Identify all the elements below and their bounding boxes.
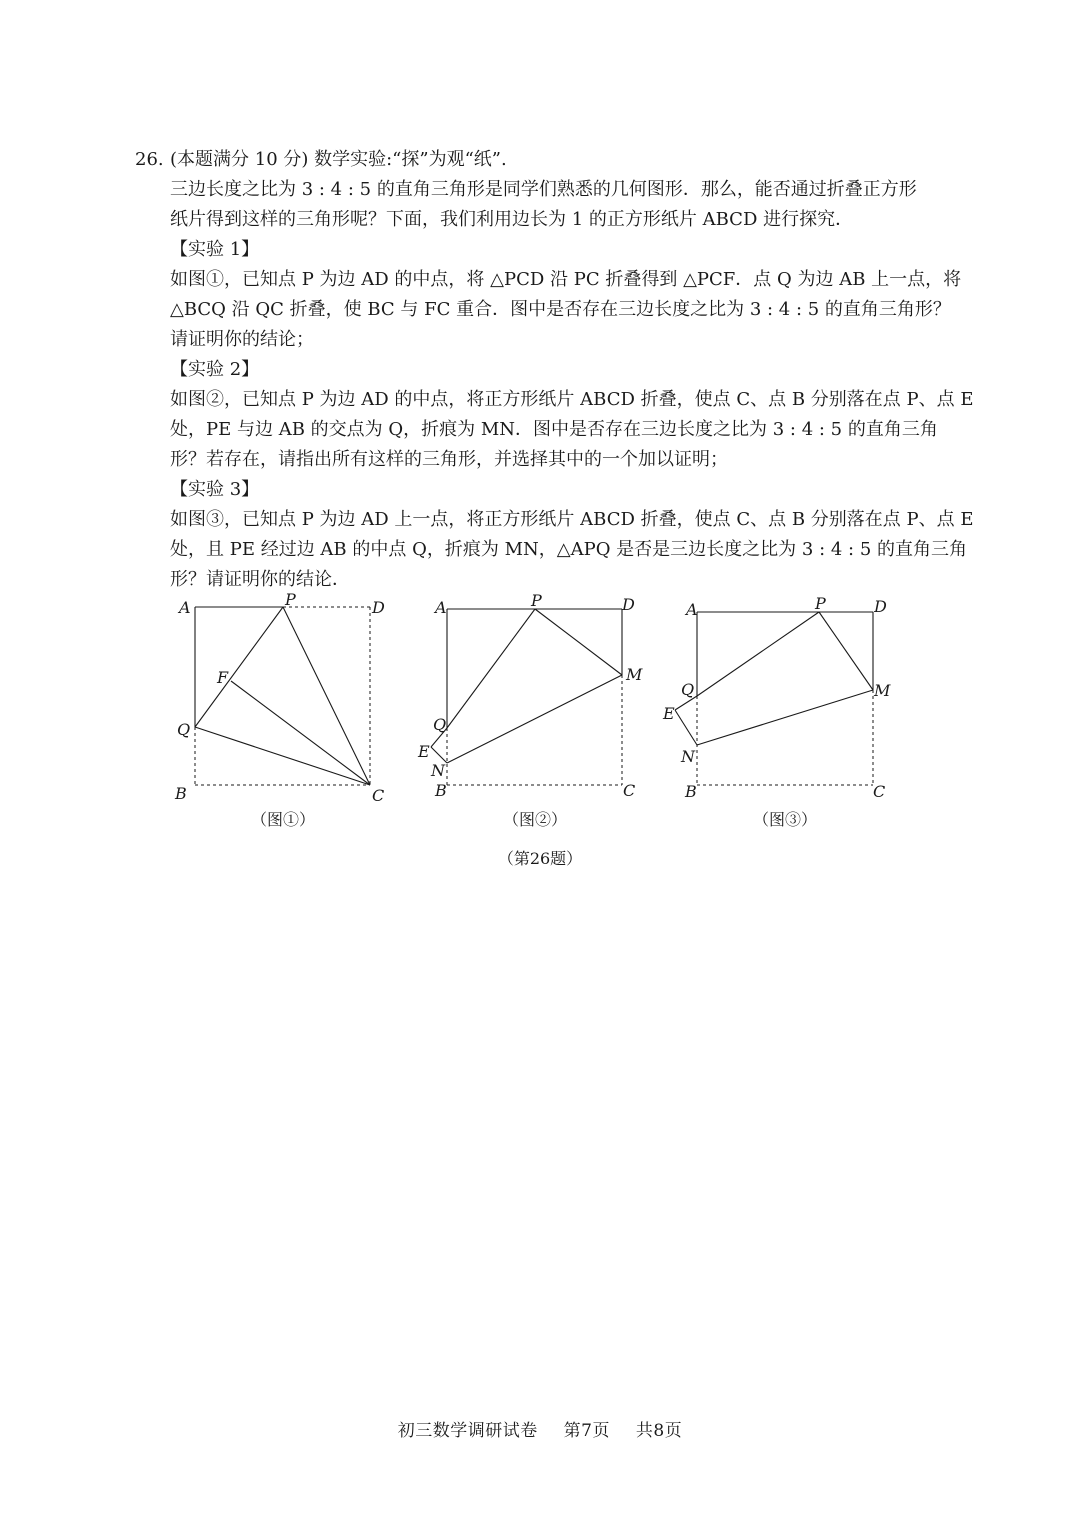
exp3-line-2: 处，且 PE 经过边 AB 的中点 Q，折痕为 MN，△APQ 是否是三边长度之比为 3 : 4 : 5 的直角三角 [170, 539, 967, 560]
fig1-label-P: P [285, 590, 296, 609]
exp2-line-3: 形？若存在，请指出所有这样的三角形，并选择其中的一个加以证明； [170, 449, 728, 470]
fig2-label-Q: Q [433, 715, 447, 734]
fig3-label-Q: Q [681, 680, 695, 699]
footer-exam-title: 初三数学调研试卷 [397, 1421, 538, 1441]
problem-26 [135, 145, 974, 595]
figure-2-diagram [415, 585, 655, 835]
exp1-title: 【实验 1】 [170, 239, 260, 260]
exp1-line-2: △BCQ 沿 QC 折叠，使 BC 与 FC 重合．图中是否存在三边长度之比为 3 : 4 : 5 的直角三角形？ [170, 299, 951, 320]
fig2-caption: （图②） [503, 810, 568, 829]
fig1-label-Q: Q [177, 720, 191, 739]
fig3-caption: （图③） [753, 810, 818, 829]
exp2-title: 【实验 2】 [170, 359, 260, 380]
exp3-line-3: 形？请证明你的结论． [170, 569, 350, 590]
problem-number: 26. [135, 149, 164, 170]
exp1-line-3: 请证明你的结论； [170, 329, 314, 350]
fig2-label-P: P [531, 591, 542, 610]
fig2-label-N: N [431, 761, 445, 780]
figure-1 [165, 585, 405, 835]
fig1-label-B: B [175, 784, 187, 803]
fig3-label-C: C [873, 782, 886, 801]
exp1-line-1: 如图①，已知点 P 为边 AD 的中点，将 △PCD 沿 PC 折叠得到 △PCF．点 Q 为边 AB 上一点，将 [170, 269, 962, 290]
footer-page-number: 第7页 [563, 1421, 610, 1441]
question-caption: （第26题） [497, 849, 583, 868]
fig2-label-B: B [435, 781, 447, 800]
intro-line-1: 三边长度之比为 3 : 4 : 5 的直角三角形是同学们熟悉的几何图形．那么，能否通过折叠正方形 [170, 179, 917, 200]
figure-2 [415, 585, 655, 835]
fig3-label-N: N [681, 747, 695, 766]
figures [165, 585, 965, 885]
fig1-label-C: C [372, 786, 385, 805]
fig2-label-A: A [435, 598, 447, 617]
fig2-label-C: C [623, 781, 636, 800]
figure-3-diagram [665, 585, 905, 835]
fig1-caption: （图①） [251, 810, 316, 829]
page-footer [0, 1416, 1080, 1441]
exp2-line-1: 如图②，已知点 P 为边 AD 的中点，将正方形纸片 ABCD 折叠，使点 C、点 B 分别落在点 P、点 E [170, 389, 974, 410]
figure-3 [665, 585, 905, 835]
fig3-label-D: D [874, 597, 887, 616]
fig1-label-F: F [217, 668, 229, 687]
fig2-label-E: E [418, 742, 430, 761]
exp3-title: 【实验 3】 [170, 479, 260, 500]
exp3-line-1: 如图③，已知点 P 为边 AD 上一点，将正方形纸片 ABCD 折叠，使点 C、点 B 分别落在点 P、点 E [170, 509, 974, 530]
fig3-label-M: M [874, 681, 891, 700]
problem-header: (本题满分 10 分) 数学实验:“探”为观“纸”. [170, 149, 507, 170]
figure-1-diagram [165, 585, 405, 835]
footer-total-pages: 共8页 [635, 1421, 683, 1441]
fig3-label-P: P [815, 594, 826, 613]
fig1-label-D: D [372, 598, 385, 617]
fig3-label-A: A [686, 600, 698, 619]
fig3-label-E: E [663, 704, 675, 723]
fig1-label-A: A [179, 598, 191, 617]
fig2-label-D: D [622, 595, 635, 614]
fig2-label-M: M [626, 665, 643, 684]
intro-line-2: 纸片得到这样的三角形呢？下面，我们利用边长为 1 的正方形纸片 ABCD 进行探究． [170, 209, 854, 230]
problem-header-line [135, 145, 955, 175]
fig3-label-B: B [685, 782, 697, 801]
exp2-line-2: 处，PE 与边 AB 的交点为 Q，折痕为 MN．图中是否存在三边长度之比为 3 : 4 : 5 的直角三角 [170, 419, 938, 440]
